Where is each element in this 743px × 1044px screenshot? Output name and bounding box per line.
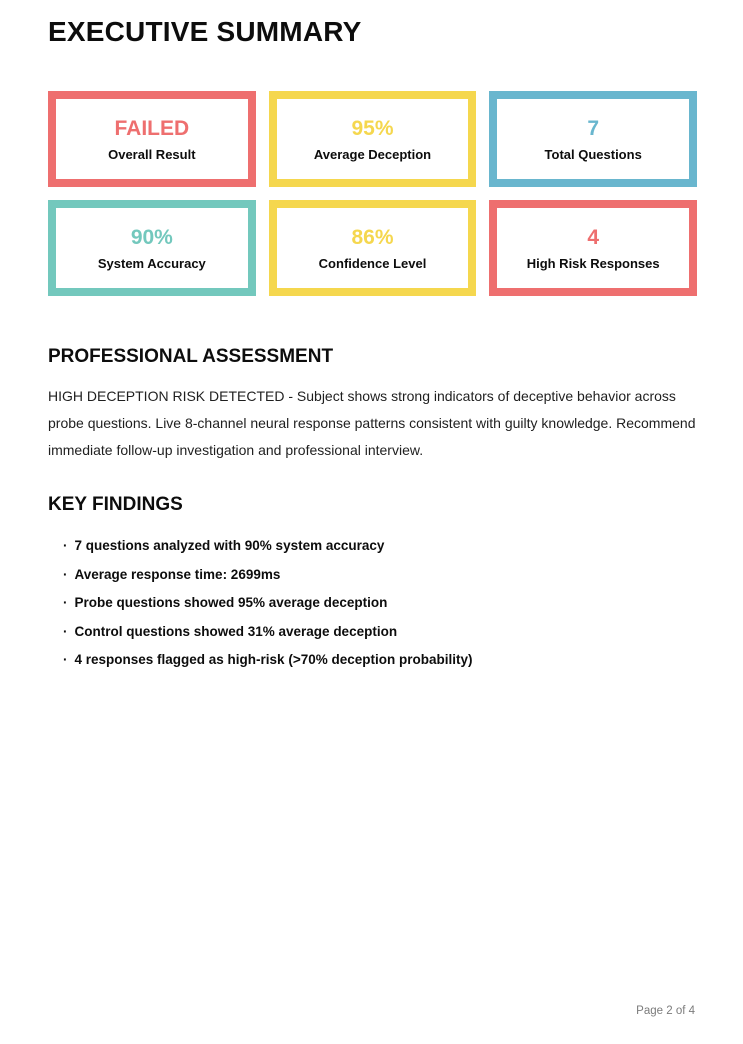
stat-value: 4	[587, 225, 599, 249]
summary-stat-cards	[48, 91, 697, 296]
stat-label: Average Deception	[313, 146, 432, 162]
key-finding-item: · Average response time: 2699ms	[63, 566, 697, 584]
stat-label: System Accuracy	[97, 255, 206, 271]
stat-card-overall-result	[48, 91, 256, 187]
professional-assessment-section	[48, 345, 697, 464]
stat-label: Total Questions	[544, 146, 642, 162]
page-number: Page 2 of 4	[636, 1005, 695, 1017]
professional-assessment-text: HIGH DECEPTION RISK DETECTED - Subject shows strong indicators of deceptive behavior across probe questions. Live 8-channel neural response patterns consistent with guilty knowledge. Recommend immediate follow-up investigation and professional interview.	[48, 388, 696, 458]
key-findings-section	[48, 493, 697, 669]
stat-card-total-questions	[489, 91, 697, 187]
stat-card-system-accuracy	[48, 200, 256, 296]
stat-value: 7	[587, 116, 599, 140]
stat-value: 90%	[130, 225, 173, 249]
stat-value: 95%	[351, 116, 394, 140]
stat-label: High Risk Responses	[526, 255, 660, 271]
key-finding-item: · Probe questions showed 95% average deception	[63, 594, 697, 612]
page-title: EXECUTIVE SUMMARY	[48, 16, 362, 47]
key-finding-item: · 7 questions analyzed with 90% system accuracy	[63, 537, 697, 555]
key-finding-item: · Control questions showed 31% average deception	[63, 623, 697, 641]
stat-label: Confidence Level	[318, 255, 427, 271]
stat-label: Overall Result	[108, 146, 196, 162]
key-finding-item: · 4 responses flagged as high-risk (>70% deception probability)	[63, 651, 697, 669]
key-findings-heading: KEY FINDINGS	[48, 494, 183, 515]
key-findings-list	[48, 537, 697, 669]
stat-card-high-risk-responses	[489, 200, 697, 296]
professional-assessment-heading: PROFESSIONAL ASSESSMENT	[48, 346, 334, 367]
stat-value: FAILED	[114, 116, 190, 140]
stat-card-average-deception	[269, 91, 477, 187]
stat-value: 86%	[351, 225, 394, 249]
stat-card-confidence-level	[269, 200, 477, 296]
